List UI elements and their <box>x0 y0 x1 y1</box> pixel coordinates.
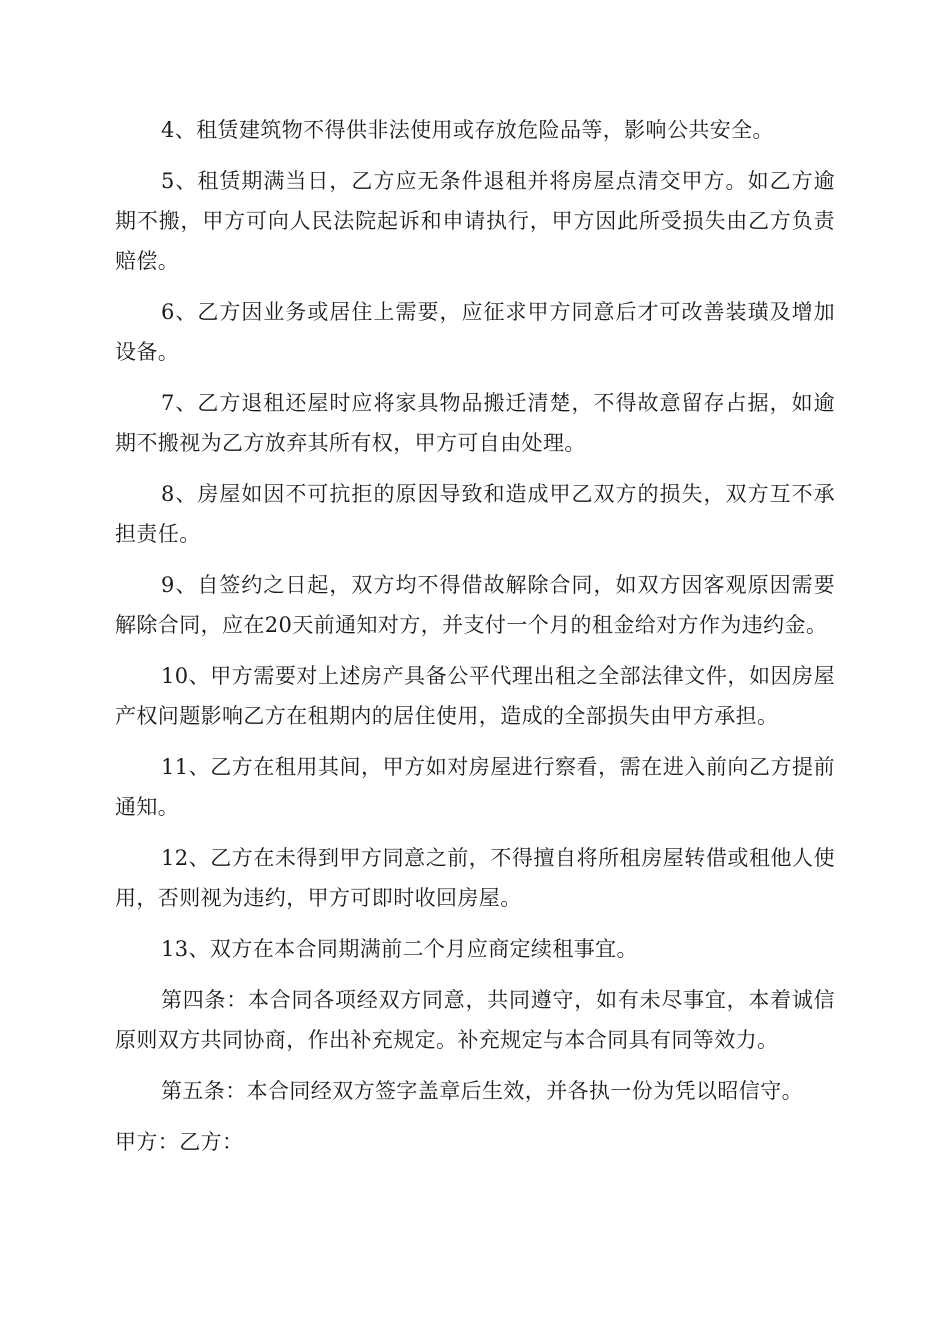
clause-12: 12、乙方在未得到甲方同意之前，不得擅自将所租房屋转借或租他人使用，否则视为违约，甲方可即时收回房屋。 <box>115 846 835 910</box>
article-five: 第五条：本合同经双方签字盖章后生效，并各执一份为凭以昭信守。 <box>161 1079 803 1103</box>
signature-line: 甲方：乙方： <box>115 1130 244 1154</box>
clause-11: 11、乙方在租用其间，甲方如对房屋进行察看，需在进入前向乙方提前通知。 <box>115 755 835 819</box>
clause-8: 8、房屋如因不可抗拒的原因导致和造成甲乙双方的损失，双方互不承担责任。 <box>115 482 835 546</box>
clause-6: 6、乙方因业务或居住上需要，应征求甲方同意后才可改善装璜及增加设备。 <box>115 300 835 364</box>
clause-10: 10、甲方需要对上述房产具备公平代理出租之全部法律文件，如因房屋产权问题影响乙方在租期内的居住使用，造成的全部损失由甲方承担。 <box>115 664 835 728</box>
contract-body <box>115 110 835 1173</box>
clause-5: 5、租赁期满当日，乙方应无条件退租并将房屋点清交甲方。如乙方逾期不搬，甲方可向人民法院起诉和申请执行，甲方因此所受损失由乙方负责赔偿。 <box>115 169 835 273</box>
clause-7: 7、乙方退租还屋时应将家具物品搬迁清楚，不得故意留存占据，如逾期不搬视为乙方放弃其所有权，甲方可自由处理。 <box>115 391 835 455</box>
clause-13: 13、双方在本合同期满前二个月应商定续租事宜。 <box>161 937 638 961</box>
clause-9: 9、自签约之日起，双方均不得借故解除合同，如双方因客观原因需要解除合同，应在20天前通知对方，并支付一个月的租金给对方作为违约金。 <box>115 573 835 637</box>
article-four: 第四条：本合同各项经双方同意，共同遵守，如有未尽事宜，本着诚信原则双方共同协商，作出补充规定。补充规定与本合同具有同等效力。 <box>115 988 835 1052</box>
clause-4: 4、租赁建筑物不得供非法使用或存放危险品等，影响公共安全。 <box>161 118 774 142</box>
